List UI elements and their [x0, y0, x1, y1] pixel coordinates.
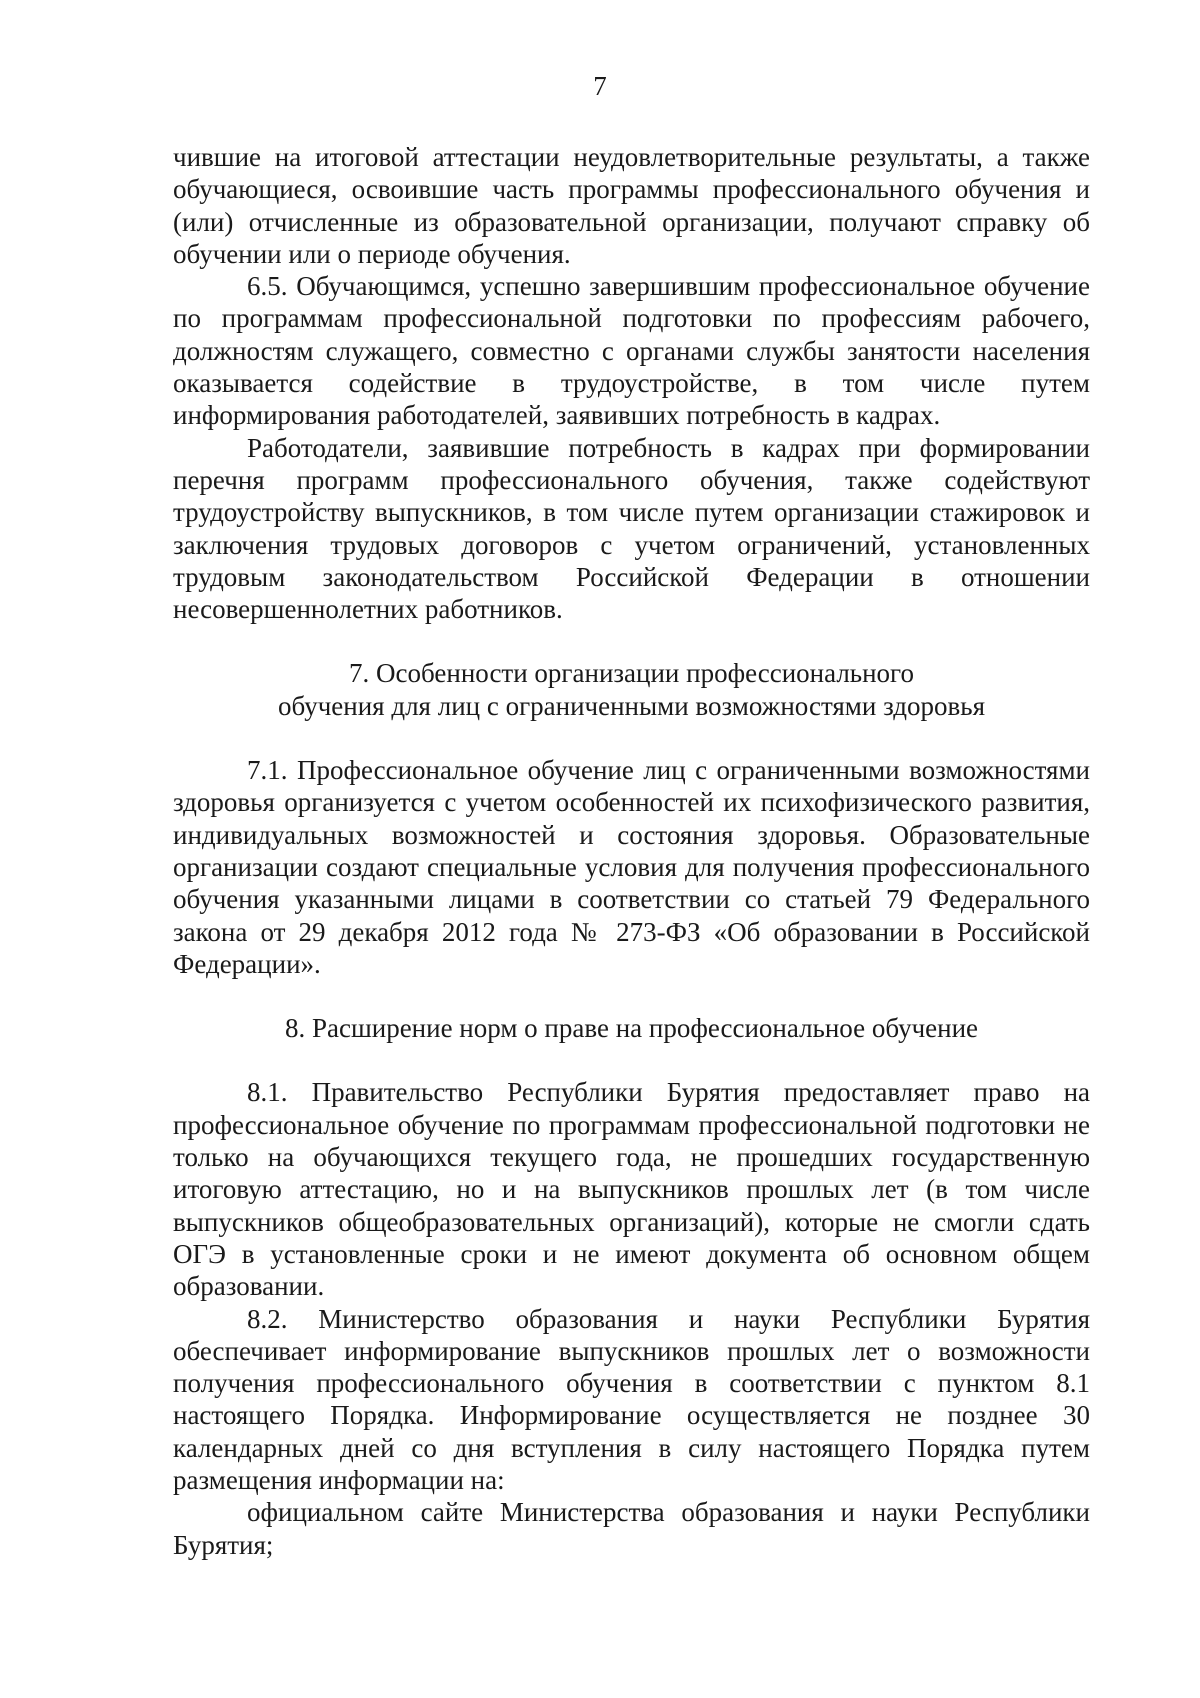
paragraph-8-2-item-official-site: официальном сайте Министерства образования и науки Республики Бурятия; — [173, 1497, 1090, 1560]
paragraph-continuation: чившие на итоговой аттестации неудовлетворительные результаты, а также обучающиеся, освоившие часть программы профессионального обучения и (или) отчисленные из образовательной организации, получают справку об обучении или о периоде обучения. — [173, 142, 1090, 269]
paragraph-employers: Работодатели, заявившие потребность в кадрах при формировании перечня программ профессионального обучения, также содействуют трудоустройству выпускников, в том числе путем организации стажировок и заключения трудовых договоров с учетом ограничений, установленных трудовым законодательством Российской Федерации в отношении несовершеннолетних работников. — [173, 432, 1090, 625]
paragraph-7-1: 7.1. Профессиональное обучение лиц с ограниченными возможностями здоровья организуется с учетом особенностей их психофизического развития, индивидуальных возможностей и состояния здоровья. Образовательные организации создают специальные условия для получения профессионального обучения указанными лицами в соответствии со статьей 79 Федерального закона от 29 декабря 2012 года № 273-ФЗ «Об образовании в Российской Федерации». — [173, 755, 1090, 979]
section-8-heading: 8. Расширение норм о праве на профессиональное обучение — [284, 1013, 979, 1044]
page-number: 7 — [593, 71, 607, 101]
section-7-heading-line-2: обучения для лиц с ограниченными возможностями здоровья — [278, 690, 985, 721]
section-7-heading-line-1: 7. Особенности организации профессионального — [349, 658, 914, 689]
paragraph-6-5: 6.5. Обучающимся, успешно завершившим профессиональное обучение по программам профессиональной подготовки по профессиям рабочего, должностям служащего, совместно с органами службы занятости населения оказывается содействие в трудоустройстве, в том числе путем информирования работодателей, заявивших потребность в кадрах. — [173, 271, 1090, 431]
paragraph-8-1: 8.1. Правительство Республики Бурятия предоставляет право на профессиональное обучение по программам профессиональной подготовки не только на обучающихся текущего года, не прошедших государственную итоговую аттестацию, но и на выпускников прошлых лет (в том числе выпускников общеобразовательных организаций), которые не смогли сдать ОГЭ в установленные сроки и не имеют документа об основном общем образовании. — [173, 1077, 1090, 1302]
paragraph-8-2: 8.2. Министерство образования и науки Республики Бурятия обеспечивает информирование выпускников прошлых лет о возможности получения профессионального обучения в соответствии с пунктом 8.1 настоящего Порядка. Информирование осуществляется не позднее 30 календарных дней со дня вступления в силу настоящего Порядка путем размещения информации на: — [173, 1303, 1090, 1495]
document-body — [173, 141, 1090, 1561]
